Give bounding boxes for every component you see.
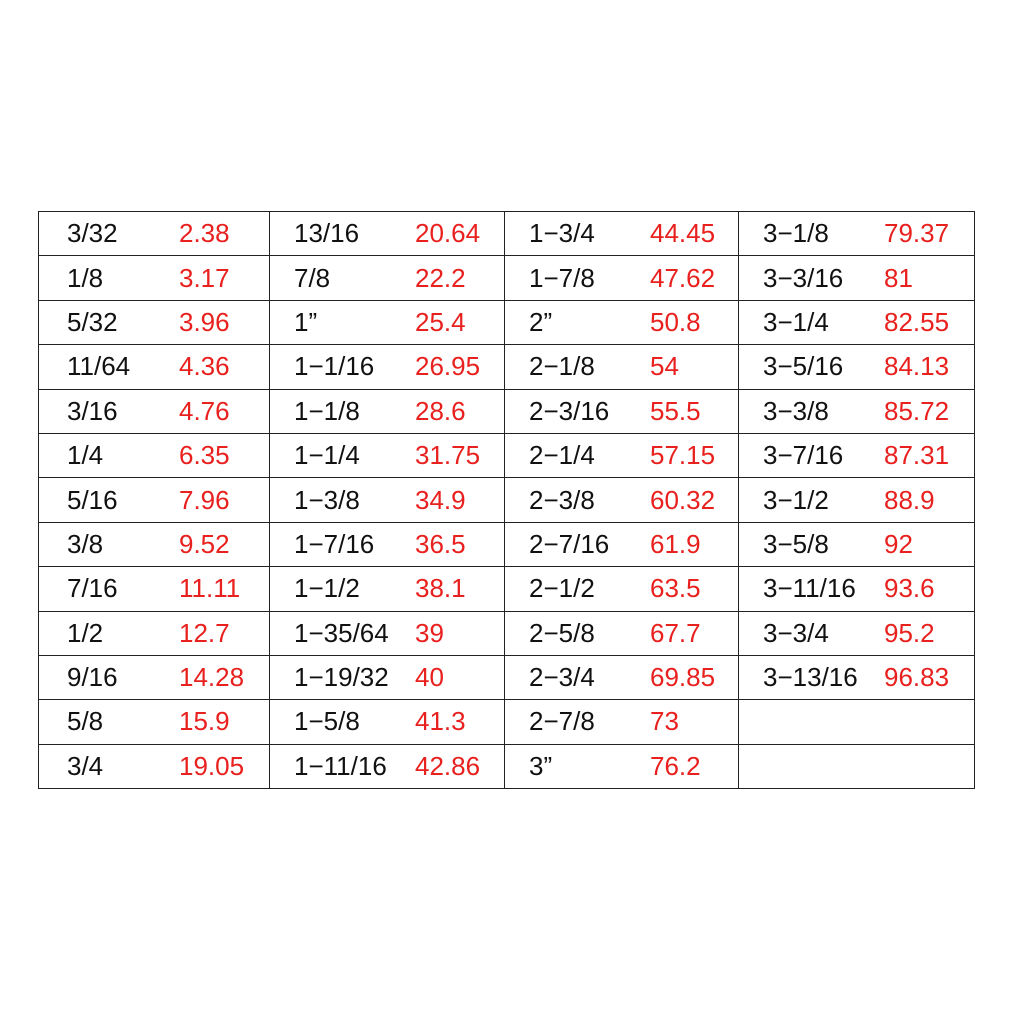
inch-size-cell: 3−5/8 bbox=[763, 528, 829, 559]
table-group-4 bbox=[739, 212, 974, 788]
mm-size-cell: 73 bbox=[650, 706, 679, 737]
inch-size-cell: 1−7/16 bbox=[294, 528, 375, 559]
table-row bbox=[39, 700, 269, 744]
inch-size-cell: 3−13/16 bbox=[763, 662, 858, 693]
mm-size-cell: 4.36 bbox=[179, 351, 230, 382]
mm-size-cell: 36.5 bbox=[415, 528, 466, 559]
mm-size-cell: 54 bbox=[650, 351, 679, 382]
table-row bbox=[505, 256, 738, 300]
mm-size-cell: 38.1 bbox=[415, 573, 466, 604]
inch-size-cell: 3/4 bbox=[67, 750, 104, 781]
mm-size-cell: 3.17 bbox=[179, 262, 230, 293]
mm-size-cell: 63.5 bbox=[650, 573, 701, 604]
inch-size-cell: 1−7/8 bbox=[529, 262, 595, 293]
table-row bbox=[39, 567, 269, 611]
table-row bbox=[39, 390, 269, 434]
mm-size-cell: 34.9 bbox=[415, 484, 466, 515]
inch-size-cell: 9/16 bbox=[67, 662, 118, 693]
table-row bbox=[739, 567, 974, 611]
inch-size-cell: 1/4 bbox=[67, 440, 104, 471]
mm-size-cell: 50.8 bbox=[650, 306, 701, 337]
table-row bbox=[505, 212, 738, 256]
table-row bbox=[505, 478, 738, 522]
table-row bbox=[505, 567, 738, 611]
inch-size-cell: 2−1/4 bbox=[529, 440, 595, 471]
inch-size-cell: 3−1/8 bbox=[763, 218, 829, 249]
inch-size-cell: 5/16 bbox=[67, 484, 118, 515]
table-row bbox=[505, 434, 738, 478]
inch-size-cell: 3−3/4 bbox=[763, 617, 829, 648]
table-row bbox=[39, 345, 269, 389]
table-row bbox=[270, 700, 504, 744]
conversion-table bbox=[38, 211, 975, 789]
inch-size-cell: 5/32 bbox=[67, 306, 118, 337]
inch-size-cell: 1/8 bbox=[67, 262, 104, 293]
mm-size-cell: 14.28 bbox=[179, 662, 245, 693]
inch-size-cell: 11/64 bbox=[67, 351, 131, 382]
table-row bbox=[505, 612, 738, 656]
table-row bbox=[505, 345, 738, 389]
mm-size-cell: 41.3 bbox=[415, 706, 466, 737]
inch-size-cell: 1−1/4 bbox=[294, 440, 360, 471]
inch-size-cell: 1−1/8 bbox=[294, 395, 360, 426]
inch-size-cell: 3/8 bbox=[67, 528, 104, 559]
inch-size-cell: 2−3/4 bbox=[529, 662, 595, 693]
table-row bbox=[505, 301, 738, 345]
inch-size-cell: 2−7/8 bbox=[529, 706, 595, 737]
inch-size-cell: 3−11/16 bbox=[763, 573, 856, 604]
mm-size-cell: 85.72 bbox=[884, 395, 950, 426]
inch-size-cell: 2−1/2 bbox=[529, 573, 595, 604]
table-row bbox=[270, 345, 504, 389]
mm-size-cell: 47.62 bbox=[650, 262, 716, 293]
table-row bbox=[270, 212, 504, 256]
table-row bbox=[270, 567, 504, 611]
mm-size-cell: 4.76 bbox=[179, 395, 230, 426]
mm-size-cell: 2.38 bbox=[179, 218, 230, 249]
inch-size-cell: 3/16 bbox=[67, 395, 118, 426]
inch-size-cell: 1−11/16 bbox=[294, 750, 387, 781]
table-group-2 bbox=[270, 212, 505, 788]
table-row bbox=[270, 478, 504, 522]
table-row bbox=[739, 745, 974, 788]
mm-size-cell: 60.32 bbox=[650, 484, 716, 515]
table-row bbox=[270, 612, 504, 656]
table-row bbox=[39, 478, 269, 522]
inch-size-cell: 2−3/16 bbox=[529, 395, 610, 426]
table-row bbox=[270, 256, 504, 300]
inch-size-cell: 3−1/2 bbox=[763, 484, 829, 515]
inch-size-cell: 3−3/8 bbox=[763, 395, 829, 426]
table-row bbox=[739, 523, 974, 567]
inch-size-cell: 3−3/16 bbox=[763, 262, 844, 293]
table-row bbox=[39, 745, 269, 788]
inch-size-cell: 1−5/8 bbox=[294, 706, 360, 737]
table-row bbox=[739, 212, 974, 256]
inch-size-cell: 7/16 bbox=[67, 573, 118, 604]
mm-size-cell: 87.31 bbox=[884, 440, 950, 471]
mm-size-cell: 76.2 bbox=[650, 750, 701, 781]
table-row bbox=[739, 390, 974, 434]
mm-size-cell: 15.9 bbox=[179, 706, 230, 737]
inch-size-cell: 3−1/4 bbox=[763, 306, 829, 337]
inch-size-cell: 3” bbox=[529, 750, 553, 781]
inch-size-cell: 1−3/4 bbox=[529, 218, 595, 249]
inch-size-cell: 1−35/64 bbox=[294, 617, 389, 648]
mm-size-cell: 28.6 bbox=[415, 395, 466, 426]
mm-size-cell: 40 bbox=[415, 662, 444, 693]
table-row bbox=[505, 523, 738, 567]
table-row bbox=[39, 523, 269, 567]
table-row bbox=[270, 656, 504, 700]
table-row bbox=[739, 656, 974, 700]
inch-size-cell: 1” bbox=[294, 306, 318, 337]
mm-size-cell: 44.45 bbox=[650, 218, 716, 249]
inch-size-cell: 13/16 bbox=[294, 218, 360, 249]
table-row bbox=[505, 390, 738, 434]
table-row bbox=[39, 656, 269, 700]
inch-size-cell: 3/32 bbox=[67, 218, 118, 249]
inch-size-cell: 7/8 bbox=[294, 262, 331, 293]
table-row bbox=[270, 745, 504, 788]
inch-size-cell: 3−5/16 bbox=[763, 351, 844, 382]
mm-size-cell: 9.52 bbox=[179, 528, 230, 559]
inch-size-cell: 2−3/8 bbox=[529, 484, 595, 515]
table-row bbox=[739, 700, 974, 744]
mm-size-cell: 55.5 bbox=[650, 395, 701, 426]
inch-size-cell: 2” bbox=[529, 306, 553, 337]
mm-size-cell: 93.6 bbox=[884, 573, 935, 604]
table-row bbox=[739, 434, 974, 478]
mm-size-cell: 6.35 bbox=[179, 440, 230, 471]
inch-size-cell: 1/2 bbox=[67, 617, 104, 648]
inch-size-cell: 1−3/8 bbox=[294, 484, 360, 515]
table-row bbox=[505, 700, 738, 744]
inch-size-cell: 1−19/32 bbox=[294, 662, 389, 693]
mm-size-cell: 88.9 bbox=[884, 484, 935, 515]
mm-size-cell: 42.86 bbox=[415, 750, 481, 781]
mm-size-cell: 39 bbox=[415, 617, 444, 648]
inch-size-cell: 2−5/8 bbox=[529, 617, 595, 648]
mm-size-cell: 12.7 bbox=[179, 617, 230, 648]
mm-size-cell: 57.15 bbox=[650, 440, 716, 471]
mm-size-cell: 22.2 bbox=[415, 262, 466, 293]
table-group-1 bbox=[39, 212, 270, 788]
mm-size-cell: 79.37 bbox=[884, 218, 950, 249]
table-row bbox=[270, 301, 504, 345]
table-row bbox=[39, 612, 269, 656]
table-group-3 bbox=[505, 212, 739, 788]
mm-size-cell: 81 bbox=[884, 262, 913, 293]
mm-size-cell: 11.11 bbox=[179, 573, 241, 604]
mm-size-cell: 3.96 bbox=[179, 306, 230, 337]
mm-size-cell: 96.83 bbox=[884, 662, 950, 693]
mm-size-cell: 92 bbox=[884, 528, 913, 559]
table-row bbox=[739, 301, 974, 345]
inch-size-cell: 3−7/16 bbox=[763, 440, 844, 471]
mm-size-cell: 82.55 bbox=[884, 306, 950, 337]
mm-size-cell: 95.2 bbox=[884, 617, 935, 648]
inch-size-cell: 2−7/16 bbox=[529, 528, 610, 559]
table-row bbox=[739, 256, 974, 300]
table-row bbox=[39, 256, 269, 300]
mm-size-cell: 19.05 bbox=[179, 750, 245, 781]
table-row bbox=[270, 434, 504, 478]
table-row bbox=[505, 656, 738, 700]
mm-size-cell: 84.13 bbox=[884, 351, 950, 382]
mm-size-cell: 25.4 bbox=[415, 306, 466, 337]
table-row bbox=[739, 612, 974, 656]
table-row bbox=[270, 390, 504, 434]
mm-size-cell: 69.85 bbox=[650, 662, 716, 693]
table-row bbox=[39, 212, 269, 256]
inch-size-cell: 1−1/16 bbox=[294, 351, 375, 382]
mm-size-cell: 67.7 bbox=[650, 617, 701, 648]
mm-size-cell: 61.9 bbox=[650, 528, 701, 559]
table-row bbox=[739, 345, 974, 389]
table-row bbox=[505, 745, 738, 788]
table-row bbox=[270, 523, 504, 567]
inch-size-cell: 5/8 bbox=[67, 706, 104, 737]
inch-size-cell: 1−1/2 bbox=[294, 573, 360, 604]
mm-size-cell: 7.96 bbox=[179, 484, 230, 515]
table-row bbox=[39, 301, 269, 345]
table-row bbox=[739, 478, 974, 522]
table-row bbox=[39, 434, 269, 478]
mm-size-cell: 20.64 bbox=[415, 218, 481, 249]
inch-size-cell: 2−1/8 bbox=[529, 351, 595, 382]
mm-size-cell: 31.75 bbox=[415, 440, 481, 471]
mm-size-cell: 26.95 bbox=[415, 351, 481, 382]
